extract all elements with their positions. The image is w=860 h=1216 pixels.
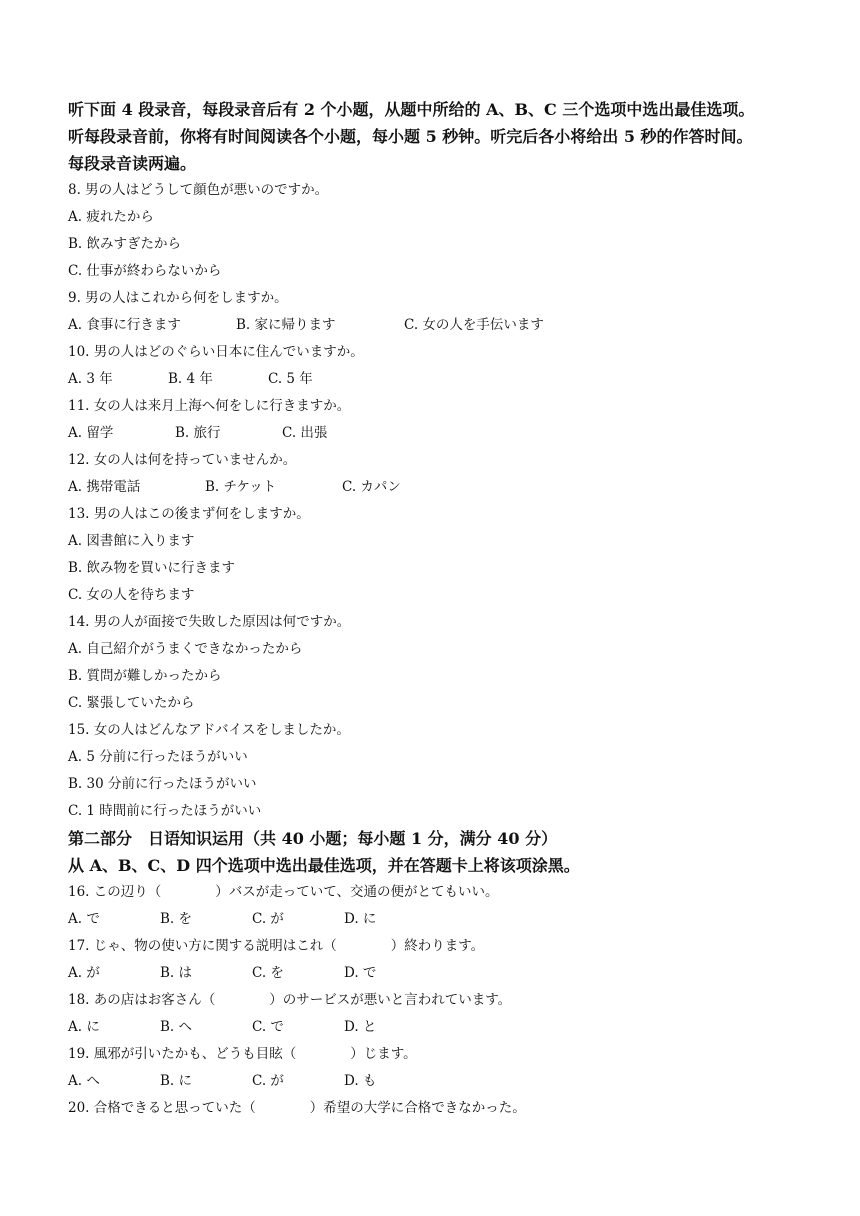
question-13-option-b: B. 飲み物を買いに行きます	[68, 560, 236, 576]
question-14-option-a: A. 自己紹介がうまくできなかったから	[68, 641, 303, 657]
question-19-stem: 19. 風邪が引いたかも、どうも目眩（ ）じます。	[68, 1046, 417, 1062]
question-16-option-b: B. を	[160, 911, 193, 927]
question-11-option-b: B. 旅行	[175, 425, 221, 441]
question-10-options	[68, 366, 808, 393]
question-17-options	[68, 960, 808, 987]
question-18-option-a: A. に	[68, 1019, 100, 1035]
question-18-stem: 18. あの店はお客さん（ ）のサービスが悪いと言われています。	[68, 992, 512, 1008]
question-9-options	[68, 312, 808, 339]
question-12-option-b: B. チケット	[205, 479, 277, 495]
question-19-option-c: C. が	[252, 1073, 284, 1089]
question-19-options	[68, 1068, 808, 1095]
question-19-option-a: A. へ	[68, 1073, 100, 1089]
question-17-option-c: C. を	[252, 965, 284, 981]
question-13-option-c: C. 女の人を待ちます	[68, 587, 195, 603]
question-14-stem: 14. 男の人が面接で失敗した原因は何ですか。	[68, 614, 351, 630]
question-12-stem: 12. 女の人は何を持っていませんか。	[68, 452, 297, 468]
question-9-option-c: C. 女の人を手伝います	[404, 317, 544, 333]
question-19-option-b: B. に	[160, 1073, 193, 1089]
question-10-option-c: C. 5 年	[268, 371, 313, 387]
question-8-stem: 8. 男の人はどうして顔色が悪いのですか。	[68, 182, 329, 198]
question-18-option-b: B. へ	[160, 1019, 193, 1035]
question-15-option-a: A. 5 分前に行ったほうがいい	[68, 749, 248, 765]
instruction-line: 听下面 4 段录音，每段录音后有 2 个小题，从题中所给的 A、B、C 三个选项中选出最佳选项。	[68, 100, 755, 119]
question-16-options	[68, 906, 808, 933]
question-18-option-d: D. と	[344, 1019, 377, 1035]
question-19-option-d: D. も	[344, 1073, 377, 1089]
question-18-option-c: C. で	[252, 1019, 284, 1035]
question-11-option-c: C. 出張	[282, 425, 328, 441]
question-15-option-c: C. 1 時間前に行ったほうがいい	[68, 803, 262, 819]
question-12-options	[68, 474, 808, 501]
instruction-line: 每段录音读两遍。	[68, 154, 197, 173]
question-10-stem: 10. 男の人はどのぐらい日本に住んでいますか。	[68, 344, 364, 360]
listening-instructions	[68, 96, 808, 177]
question-9-option-b: B. 家に帰ります	[236, 317, 336, 333]
question-16-option-c: C. が	[252, 911, 284, 927]
question-17-option-b: B. は	[160, 965, 193, 981]
section-2-instruction: 从 A、B、C、D 四个选项中选出最佳选项，并在答题卡上将该项涂黑。	[68, 856, 580, 875]
question-12-option-c: C. カパン	[342, 479, 401, 495]
question-17-option-a: A. が	[68, 965, 100, 981]
question-15-stem: 15. 女の人はどんなアドバイスをしましたか。	[68, 722, 350, 738]
question-10-option-b: B. 4 年	[168, 371, 213, 387]
question-14-option-c: C. 緊張していたから	[68, 695, 195, 711]
question-10-option-a: A. 3 年	[68, 371, 113, 387]
question-17-stem: 17. じゃ、物の使い方に関する説明はこれ（ ）終わります。	[68, 938, 485, 954]
question-16-option-d: D. に	[344, 911, 377, 927]
question-16-option-a: A. で	[68, 911, 100, 927]
question-16-stem: 16. この辺り（ ）バスが走っていて、交通の便がとてもいい。	[68, 884, 499, 900]
question-20-stem: 20. 合格できると思っていた（ ）希望の大学に合格できなかった。	[68, 1100, 526, 1116]
question-15-option-b: B. 30 分前に行ったほうがいい	[68, 776, 257, 792]
page-content	[68, 96, 808, 1122]
question-17-option-d: D. で	[344, 965, 377, 981]
question-8-option-b: B. 飲みすぎたから	[68, 236, 182, 252]
instruction-line: 听每段录音前，你将有时间阅读各个小题，每小题 5 秒钟。听完后各小将给出 5 秒的作答时间。	[68, 127, 753, 146]
question-8-option-c: C. 仕事が終わらないから	[68, 263, 222, 279]
question-11-options	[68, 420, 808, 447]
question-9-option-a: A. 食事に行きます	[68, 317, 181, 333]
section-2-title: 第二部分 日语知识运用（共 40 小题；每小题 1 分，满分 40 分）	[68, 829, 558, 848]
question-9-stem: 9. 男の人はこれから何をしますか。	[68, 290, 288, 306]
question-18-options	[68, 1014, 808, 1041]
question-13-option-a: A. 図書館に入ります	[68, 533, 195, 549]
question-12-option-a: A. 携帯電話	[68, 479, 141, 495]
question-13-stem: 13. 男の人はこの後まず何をしますか。	[68, 506, 310, 522]
question-11-stem: 11. 女の人は来月上海へ何をしに行きますか。	[68, 398, 351, 414]
question-14-option-b: B. 質問が難しかったから	[68, 668, 222, 684]
question-8-option-a: A. 疲れたから	[68, 209, 154, 225]
question-11-option-a: A. 留学	[68, 425, 114, 441]
